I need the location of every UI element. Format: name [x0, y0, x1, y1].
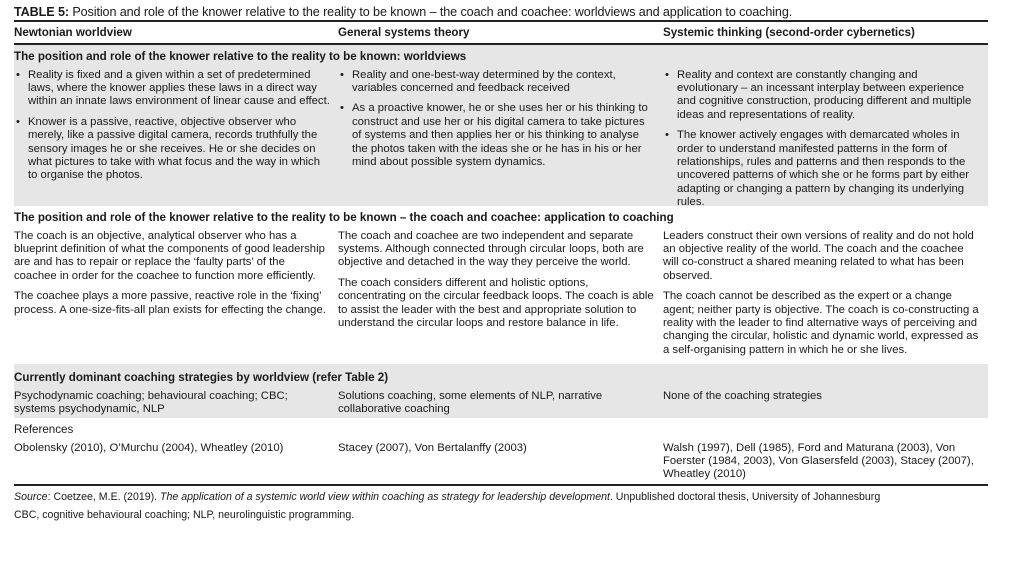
- column-header-systemic-thinking: Systemic thinking (second-order cybernetics): [663, 26, 915, 39]
- references-heading: References: [14, 422, 74, 436]
- strategies-row: [14, 390, 988, 418]
- paragraph: Obolensky (2010), O’Murchu (2004), Wheatley (2010): [14, 441, 284, 454]
- references-cell-newtonian: [14, 442, 338, 484]
- column-header-general-systems: General systems theory: [338, 26, 470, 39]
- table-footnotes: [14, 486, 988, 524]
- application-row: [14, 230, 988, 364]
- paragraph: None of the coaching strategies: [663, 389, 822, 402]
- table-5: [14, 4, 988, 524]
- application-heading: The position and role of the knower relative to the reality to be known – the coach and coachee: application to coaching: [14, 210, 674, 224]
- column-header-newtonian: Newtonian worldview: [14, 26, 132, 39]
- paragraph: The coachee plays a more passive, reactive role in the ‘fixing’ process. A one-size-fits-all plan exists for effecting the change.: [14, 290, 326, 316]
- table-caption-text: Position and role of the knower relative to the reality to be known – the coach and coachee: worldviews and application to coaching.: [72, 5, 793, 19]
- references-section: [14, 418, 988, 484]
- worldviews-cell-newtonian: [14, 69, 338, 206]
- bullet-item: • Reality and context are constantly changing and evolutionary – an incessant interplay between experience and cognitive construction, producing different and multiple ideas and representations of reality.: [663, 69, 988, 123]
- table-caption-label: TABLE 5:: [14, 5, 69, 19]
- worldviews-row: [14, 68, 988, 209]
- application-cell-systemic-thinking: [663, 230, 988, 364]
- worldviews-cell-general-systems: [338, 69, 663, 206]
- strategies-section: [14, 364, 988, 418]
- source-label: Source: [14, 490, 48, 503]
- references-cell-general-systems: [338, 442, 663, 484]
- bullet-item: • Reality and one-best-way determined by the context, variables concerned and feedback received: [338, 69, 663, 96]
- source-title: The application of a systemic world view within coaching as strategy for leadership development: [160, 490, 610, 503]
- references-row: [14, 442, 988, 484]
- paragraph: The coach cannot be described as the expert or a change agent; neither party is objective. The coach is co-constructing a reality with the leader to find alternative ways of perceiving and changing the circular, holistic and dynamic world, expressed as a self-organising pattern in which he or she lives.: [663, 290, 979, 356]
- paragraph: Stacey (2007), Von Bertalanffy (2003): [338, 441, 527, 454]
- application-cell-general-systems: [338, 230, 663, 364]
- bullet-item: • Knower is a passive, reactive, objective observer who merely, like a passive digital camera, records truthfully the sensory images he or she receives. He or she decides on what pictures to take with what focus and the way in which to organise the photos.: [14, 116, 338, 183]
- source-note: [14, 488, 988, 506]
- paragraph: The coach and coachee are two independent and separate systems. Although connected through circular loops, both are objective and detached in the way they perceive the world.: [338, 229, 644, 269]
- paragraph: Psychodynamic coaching; behavioural coaching; CBC; systems psychodynamic, NLP: [14, 389, 288, 415]
- worldviews-section: [14, 45, 988, 209]
- strategies-cell-general-systems: [338, 390, 663, 418]
- paragraph: The coach is an objective, analytical observer who has a blueprint definition of what the components of good leadership are and has to repair or replace the ‘faulty parts’ of the coachee in order for the coachee to function more efficiently.: [14, 229, 325, 282]
- paragraph: The coach considers different and holistic options, concentrating on the circular feedback loops. The coach is able to assist the leader with the best and appropriate solution to understand the circular loops and restore balance in life.: [338, 276, 654, 329]
- strategies-cell-newtonian: [14, 390, 338, 418]
- worldviews-heading: The position and role of the knower relative to the reality to be known: worldviews: [14, 49, 467, 63]
- paragraph: Leaders construct their own versions of reality and do not hold an objective reality of the world. The coach and the coachee will co-construct a shared meaning related to what has been observed.: [663, 229, 974, 282]
- bullet-item: • Reality is fixed and a given within a set of predetermined laws, where the knower applies these laws in a direct way within an innate laws environment of linear cause and effect.: [14, 69, 338, 109]
- paragraph: Walsh (1997), Dell (1985), Ford and Maturana (2003), Von Foerster (1984, 2003), Von Glasersfeld (2003), Stacey (2007), Wheatley (2010): [663, 441, 974, 481]
- bullet-item: • The knower actively engages with demarcated wholes in order to understand manifested patterns in the form of relationships, rules and patterns and then responds to the uncovered patterns of which she or he forms part by either adapting or changing a pattern by changing its underlying rules.: [663, 129, 988, 209]
- table-caption: [14, 4, 988, 20]
- column-headers: [14, 22, 988, 43]
- strategies-heading: Currently dominant coaching strategies by worldview (refer Table 2): [14, 370, 389, 384]
- application-cell-newtonian: [14, 230, 338, 364]
- strategies-cell-systemic-thinking: [663, 390, 988, 418]
- bullet-item: • As a proactive knower, he or she uses her or his thinking to construct and use her or his digital camera to take pictures of systems and then applies her or his thinking to analyse the photos taken with the ideas she or he has in his or her mind about possible system dynamics.: [338, 102, 663, 169]
- abbreviations-note: CBC, cognitive behavioural coaching; NLP, neurolinguistic programming.: [14, 508, 355, 521]
- worldviews-cell-systemic-thinking: [663, 68, 988, 209]
- application-section: [14, 206, 988, 364]
- paragraph: Solutions coaching, some elements of NLP, narrative collaborative coaching: [338, 389, 603, 415]
- references-cell-systemic-thinking: [663, 442, 988, 484]
- source-author: : Coetzee, M.E. (2019).: [47, 490, 161, 503]
- source-rest: . Unpublished doctoral thesis, University of Johannesburg: [609, 490, 881, 503]
